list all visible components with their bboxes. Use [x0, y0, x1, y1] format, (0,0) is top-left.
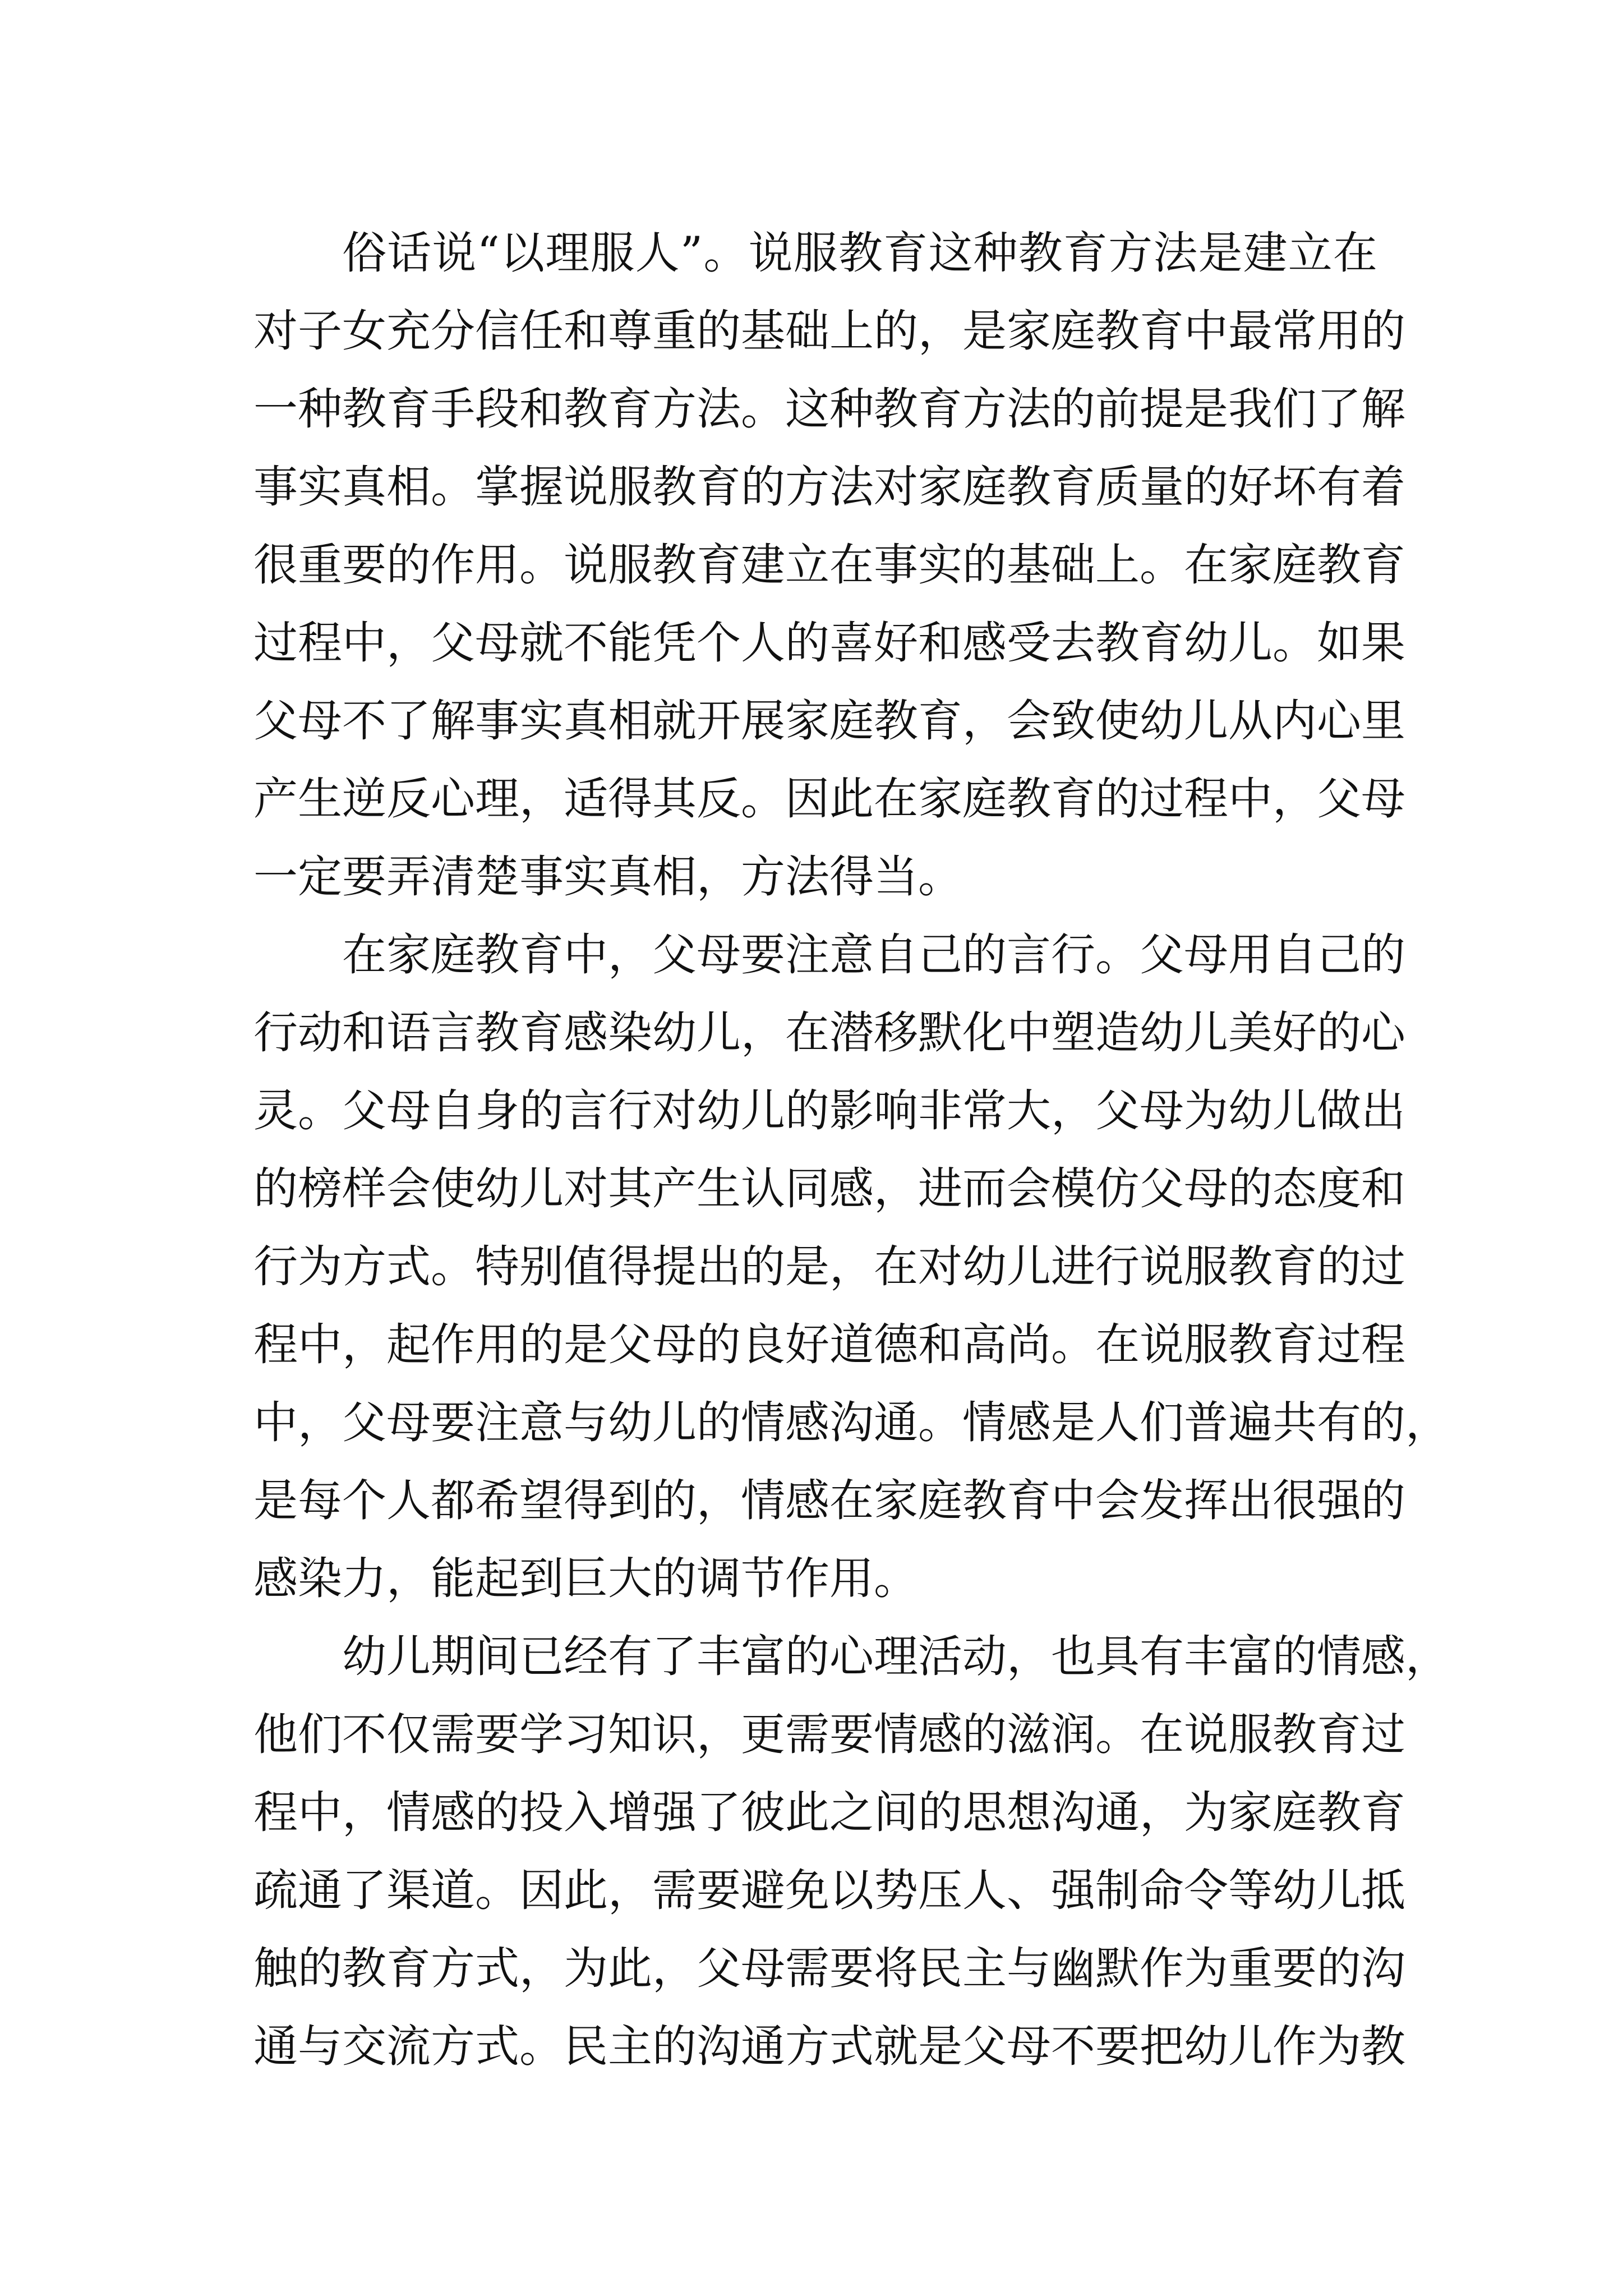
- paragraph-3: [253, 1618, 1450, 2086]
- text-line: 俗话说“以理服人”。说服教育这种教育方法是建立在: [342, 227, 1377, 279]
- text-line: 中，父母要注意与幼儿的情感沟通。情感是人们普遍共有的，: [253, 1397, 1450, 1448]
- text-line: 灵。父母自身的言行对幼儿的影响非常大，父母为幼儿做出: [253, 1085, 1405, 1137]
- text-line: 感染力，能起到巨大的调节作用。: [253, 1553, 918, 1604]
- text-line: 事实真相。掌握说服教育的方法对家庭教育质量的好坏有着: [253, 461, 1405, 513]
- text-line: 产生逆反心理，适得其反。因此在家庭教育的过程中，父母: [253, 773, 1405, 825]
- text-line: 行为方式。特别值得提出的是，在对幼儿进行说服教育的过: [253, 1241, 1405, 1292]
- text-line: 行动和语言教育感染幼儿，在潜移默化中塑造幼儿美好的心: [253, 1007, 1405, 1059]
- text-line: 过程中，父母就不能凭个人的喜好和感受去教育幼儿。如果: [253, 617, 1405, 669]
- text-line: 程中，情感的投入增强了彼此之间的思想沟通，为家庭教育: [253, 1787, 1405, 1838]
- text-line: 他们不仅需要学习知识，更需要情感的滋润。在说服教育过: [253, 1709, 1405, 1760]
- paragraph-2: [253, 916, 1450, 1618]
- text-line: 一定要弄清楚事实真相，方法得当。: [253, 851, 962, 903]
- text-line: 触的教育方式，为此，父母需要将民主与幽默作为重要的沟: [253, 1943, 1405, 1994]
- text-line: 疏通了渠道。因此，需要避免以势压人、强制命令等幼儿抵: [253, 1865, 1405, 1916]
- text-line: 对子女充分信任和尊重的基础上的，是家庭教育中最常用的: [253, 305, 1405, 357]
- paragraph-1: [253, 214, 1405, 916]
- text-line: 幼儿期间已经有了丰富的心理活动，也具有丰富的情感，: [342, 1631, 1450, 1682]
- text-line: 很重要的作用。说服教育建立在事实的基础上。在家庭教育: [253, 539, 1405, 591]
- text-line: 一种教育手段和教育方法。这种教育方法的前提是我们了解: [253, 383, 1405, 435]
- text-line: 通与交流方式。民主的沟通方式就是父母不要把幼儿作为教: [253, 2021, 1405, 2072]
- text-line: 父母不了解事实真相就开展家庭教育，会致使幼儿从内心里: [253, 695, 1405, 747]
- text-line: 是每个人都希望得到的，情感在家庭教育中会发挥出很强的: [253, 1475, 1405, 1526]
- text-line: 在家庭教育中，父母要注意自己的言行。父母用自己的: [342, 929, 1405, 981]
- text-line: 的榜样会使幼儿对其产生认同感，进而会模仿父母的态度和: [253, 1163, 1405, 1214]
- text-line: 程中，起作用的是父母的良好道德和高尚。在说服教育过程: [253, 1319, 1405, 1370]
- document-body: [253, 214, 1450, 2086]
